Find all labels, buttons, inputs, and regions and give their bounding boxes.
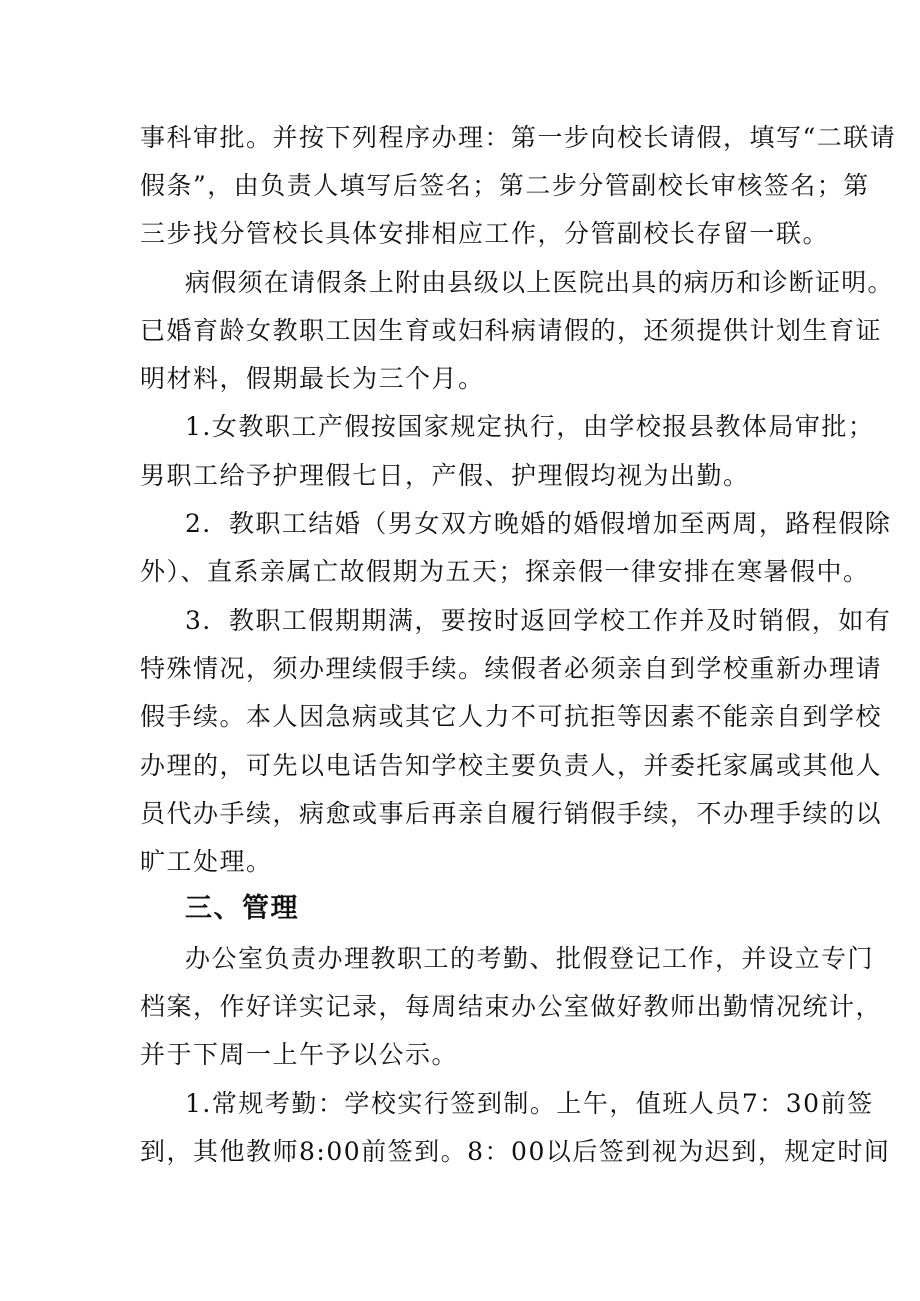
paragraph-line: 员代办手续，病愈或事后再亲自履行销假手续，不办理手续的以 <box>140 799 883 828</box>
paragraph-line: 旷工处理。 <box>140 847 273 876</box>
section-heading: 三、管理 <box>185 893 299 924</box>
paragraph-line: 到，其他教师8:00前签到。8：00以后签到视为迟到，规定时间 <box>140 1137 891 1166</box>
paragraph-line: 事科审批。并按下列程序办理：第一步向校长请假，填写“二联请 <box>140 123 897 152</box>
paragraph-line: 办理的，可先以电话告知学校主要负责人，并委托家属或其他人 <box>140 751 883 780</box>
paragraph-line: 并于下周一上午予以公示。 <box>140 1040 459 1069</box>
paragraph-line: 明材料，假期最长为三个月。 <box>140 364 485 393</box>
paragraph-line: 3．教职工假期期满，要按时返回学校工作并及时销假，如有 <box>185 606 892 635</box>
paragraph-line: 外）、直系亲属亡故假期为五天；探亲假一律安排在寒暑假中。 <box>140 557 870 586</box>
paragraph-line: 已婚育龄女教职工因生育或妇科病请假的，还须提供计划生育证 <box>140 316 883 345</box>
paragraph-line: 男职工给予护理假七日，产假、护理假均视为出勤。 <box>140 461 750 490</box>
paragraph-line: 病假须在请假条上附由县级以上医院出具的病历和诊断证明。 <box>185 268 894 297</box>
paragraph-line: 假手续。本人因急病或其它人力不可抗拒等因素不能亲自到学校 <box>140 702 883 731</box>
paragraph-line: 假条”，由负责人填写后签名；第二步分管副校长审核签名；第 <box>140 171 870 200</box>
paragraph-line: 三步找分管校长具体安排相应工作，分管副校长存留一联。 <box>140 219 830 248</box>
paragraph-line: 2．教职工结婚（男女双方晚婚的婚假增加至两周，路程假除 <box>185 509 892 538</box>
paragraph-line: 档案，作好详实记录，每周结束办公室做好教师出勤情况统计， <box>140 992 883 1021</box>
paragraph-line: 1.女教职工产假按国家规定执行，由学校报县教体局审批； <box>185 412 875 441</box>
paragraph-line: 办公室负责办理教职工的考勤、批假登记工作，并设立专门 <box>185 944 875 973</box>
paragraph-line: 特殊情况，须办理续假手续。续假者必须亲自到学校重新办理请 <box>140 654 883 683</box>
paragraph-line: 1.常规考勤：学校实行签到制。上午，值班人员7：30前签 <box>185 1089 874 1118</box>
